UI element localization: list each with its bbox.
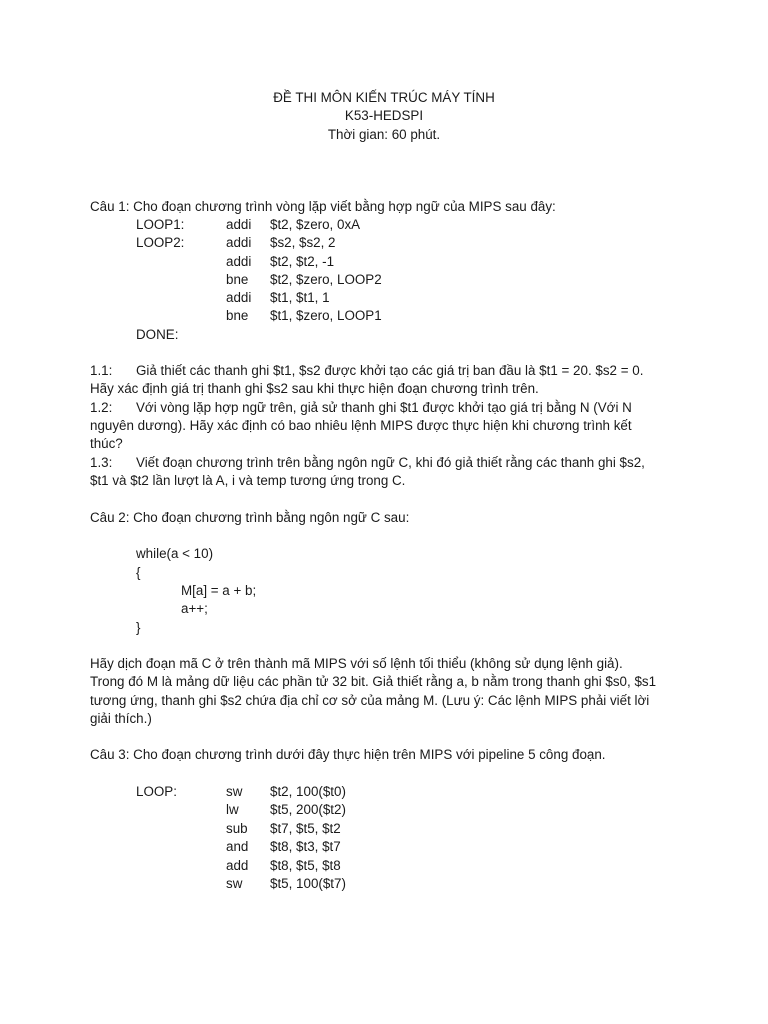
code-op: sw [226,876,243,891]
part-number: 1.1: [90,363,113,378]
q2-paragraph: giải thích.) [90,711,152,726]
code-line: while(a < 10) [136,546,214,561]
code-line: } [136,620,141,635]
exam-title: ĐỀ THI MÔN KIẾN TRÚC MÁY TÍNH [273,90,495,105]
code-args: $s2, $s2, 2 [270,235,336,250]
code-args: $t2, $zero, LOOP2 [270,272,382,287]
part-text: Với vòng lặp hợp ngữ trên, giả sử thanh ghi $t1 được khởi tạo giá trị bằng N (Với N [136,400,632,415]
code-args: $t1, $t1, 1 [270,290,330,305]
exam-class: K53-HEDSPI [344,108,424,123]
part-text: nguyên dương). Hãy xác định có bao nhiêu lệnh MIPS được thực hiện khi chương trình kết [90,418,632,433]
q3-intro: Câu 3: Cho đoạn chương trình dưới đây thực hiện trên MIPS với pipeline 5 công đoạn. [90,747,606,762]
q1-intro: Câu 1: Cho đoạn chương trình vòng lặp viết bằng hợp ngữ của MIPS sau đây: [90,199,556,214]
code-op: add [226,858,249,873]
code-op: sub [226,821,248,836]
q2-paragraph: Hãy dịch đoạn mã C ở trên thành mã MIPS với số lệnh tối thiểu (không sử dụng lệnh giả). [90,656,623,671]
code-line: { [136,565,141,580]
q2-paragraph: Trong đó M là mảng dữ liệu các phần tử 32 bit. Giả thiết rằng a, b nằm trong thanh ghi $s0, $s1 [90,674,657,689]
code-args: $t2, $t2, -1 [270,254,335,269]
code-args: $t7, $t5, $t2 [270,821,341,836]
code-op: addi [226,290,252,305]
code-label: LOOP1: [136,217,185,232]
q2-paragraph: tương ứng, thanh ghi $s2 chứa địa chỉ cơ sở của mảng M. (Lưu ý: Các lệnh MIPS phải viết lời [90,693,650,708]
code-args: $t5, 100($t7) [270,876,346,891]
part-text: Viết đoạn chương trình trên bằng ngôn ngữ C, khi đó giả thiết rằng các thanh ghi $s2, [136,455,645,470]
code-args: $t5, 200($t2) [270,802,346,817]
part-text: thúc? [90,436,123,451]
code-op: bne [226,308,249,323]
q2-intro: Câu 2: Cho đoạn chương trình bằng ngôn ngữ C sau: [90,510,410,525]
code-args: $t2, $zero, 0xA [270,217,361,232]
code-op: addi [226,217,252,232]
code-label-done: DONE: [136,327,179,342]
code-op: addi [226,254,252,269]
part-number: 1.3: [90,455,113,470]
code-line: a++; [181,601,208,616]
code-args: $t8, $t5, $t8 [270,858,341,873]
code-args: $t2, 100($t0) [270,784,346,799]
code-label: LOOP2: [136,235,185,250]
code-line: M[a] = a + b; [181,583,257,598]
code-op: addi [226,235,252,250]
exam-time: Thời gian: 60 phút. [327,127,441,142]
code-op: and [226,839,249,854]
part-number: 1.2: [90,400,113,415]
part-text: $t1 và $t2 lần lượt là A, i và temp tương ứng trong C. [90,473,406,488]
code-label: LOOP: [136,784,177,799]
code-args: $t1, $zero, LOOP1 [270,308,382,323]
part-text: Hãy xác định giá trị thanh ghi $s2 sau khi thực hiện đoạn chương trình trên. [90,381,539,396]
code-args: $t8, $t3, $t7 [270,839,341,854]
part-text: Giả thiết các thanh ghi $t1, $s2 được khởi tạo các giá trị ban đầu là $t1 = 20. $s2 = 0. [136,363,644,378]
code-op: sw [226,784,243,799]
code-op: lw [226,802,239,817]
code-op: bne [226,272,249,287]
